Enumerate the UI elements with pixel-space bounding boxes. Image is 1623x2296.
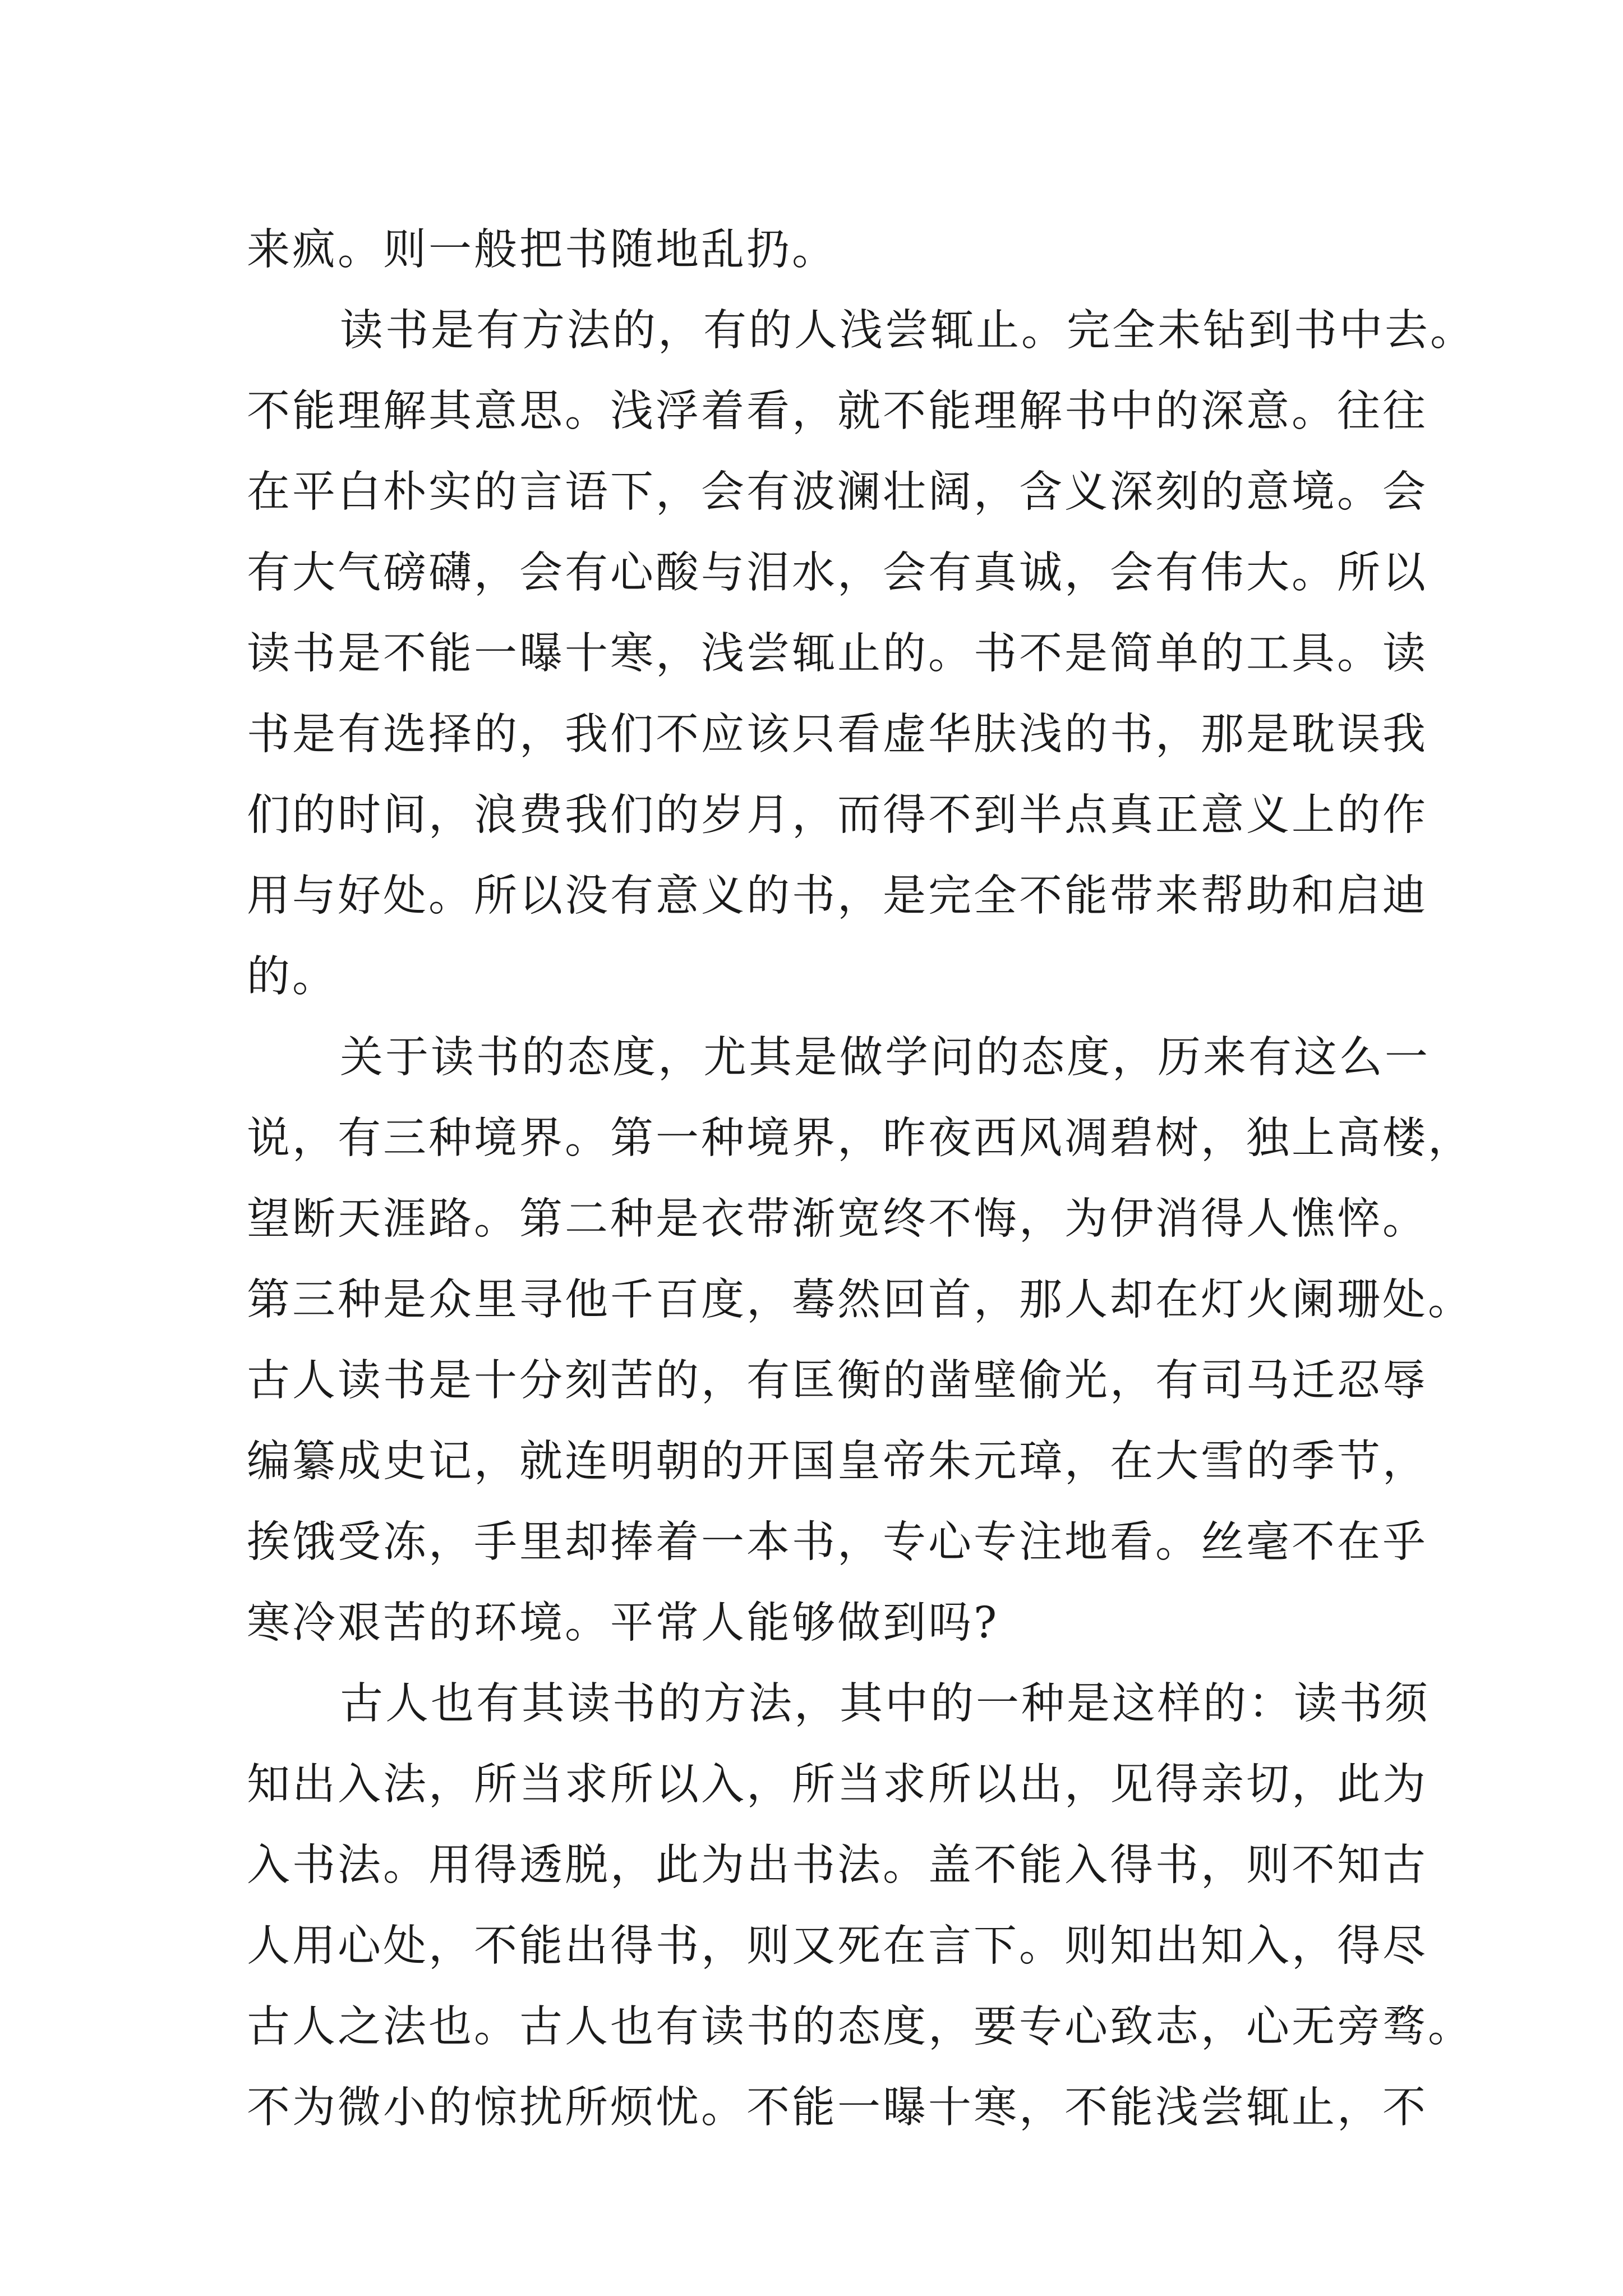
paragraph-start-line: 古人也有其读书的方法，其中的一种是这样的：读书须	[340, 1679, 1430, 1729]
text-line: 编纂成史记，就连明朝的开国皇帝朱元璋，在大雪的季节，	[247, 1437, 1428, 1487]
text-line: 寒冷艰苦的环境。平常人能够做到吗?	[247, 1598, 999, 1648]
text-line: 的。	[247, 952, 338, 1002]
text-line: 挨饿受冻，手里却捧着一本书，专心专注地看。丝毫不在乎	[247, 1517, 1428, 1567]
text-line: 人用心处，不能出得书，则又死在言下。则知出知入，得尽	[247, 1921, 1428, 1971]
text-line: 读书是不能一曝十寒，浅尝辄止的。书不是简单的工具。读	[247, 629, 1428, 679]
text-line: 们的时间，浪费我们的岁月，而得不到半点真正意义上的作	[247, 790, 1428, 840]
text-line: 望断天涯路。第二种是衣带渐宽终不悔，为伊消得人憔悴。	[247, 1194, 1428, 1244]
paragraph-start-line: 读书是有方法的，有的人浅尝辄止。完全未钻到书中去。	[340, 306, 1476, 356]
text-line: 知出入法，所当求所以入，所当求所以出，见得亲切，此为	[247, 1760, 1428, 1810]
text-line: 来疯。则一般把书随地乱扔。	[247, 225, 837, 275]
text-line: 说，有三种境界。第一种境界，昨夜西风凋碧树，独上高楼，	[247, 1114, 1473, 1163]
text-line: 不能理解其意思。浅浮着看，就不能理解书中的深意。往往	[247, 386, 1428, 436]
text-line: 古人读书是十分刻苦的，有匡衡的凿壁偷光，有司马迁忍辱	[247, 1356, 1428, 1406]
body-text	[247, 210, 1476, 2148]
text-line: 用与好处。所以没有意义的书，是完全不能带来帮助和启迪	[247, 871, 1428, 921]
text-line: 古人之法也。古人也有读书的态度，要专心致志，心无旁骛。	[247, 2002, 1473, 2052]
text-line: 在平白朴实的言语下，会有波澜壮阔，含义深刻的意境。会	[247, 467, 1428, 517]
text-line: 第三种是众里寻他千百度，蓦然回首，那人却在灯火阑珊处。	[247, 1275, 1473, 1325]
text-line: 有大气磅礴，会有心酸与泪水，会有真诚，会有伟大。所以	[247, 548, 1428, 598]
paragraph-start-line: 关于读书的态度，尤其是做学问的态度，历来有这么一	[340, 1033, 1430, 1083]
text-line: 书是有选择的，我们不应该只看虚华肤浅的书，那是耽误我	[247, 710, 1428, 760]
text-line: 入书法。用得透脱，此为出书法。盖不能入得书，则不知古	[247, 1841, 1428, 1890]
text-line: 不为微小的惊扰所烦忧。不能一曝十寒，不能浅尝辄止，不	[247, 2083, 1428, 2133]
